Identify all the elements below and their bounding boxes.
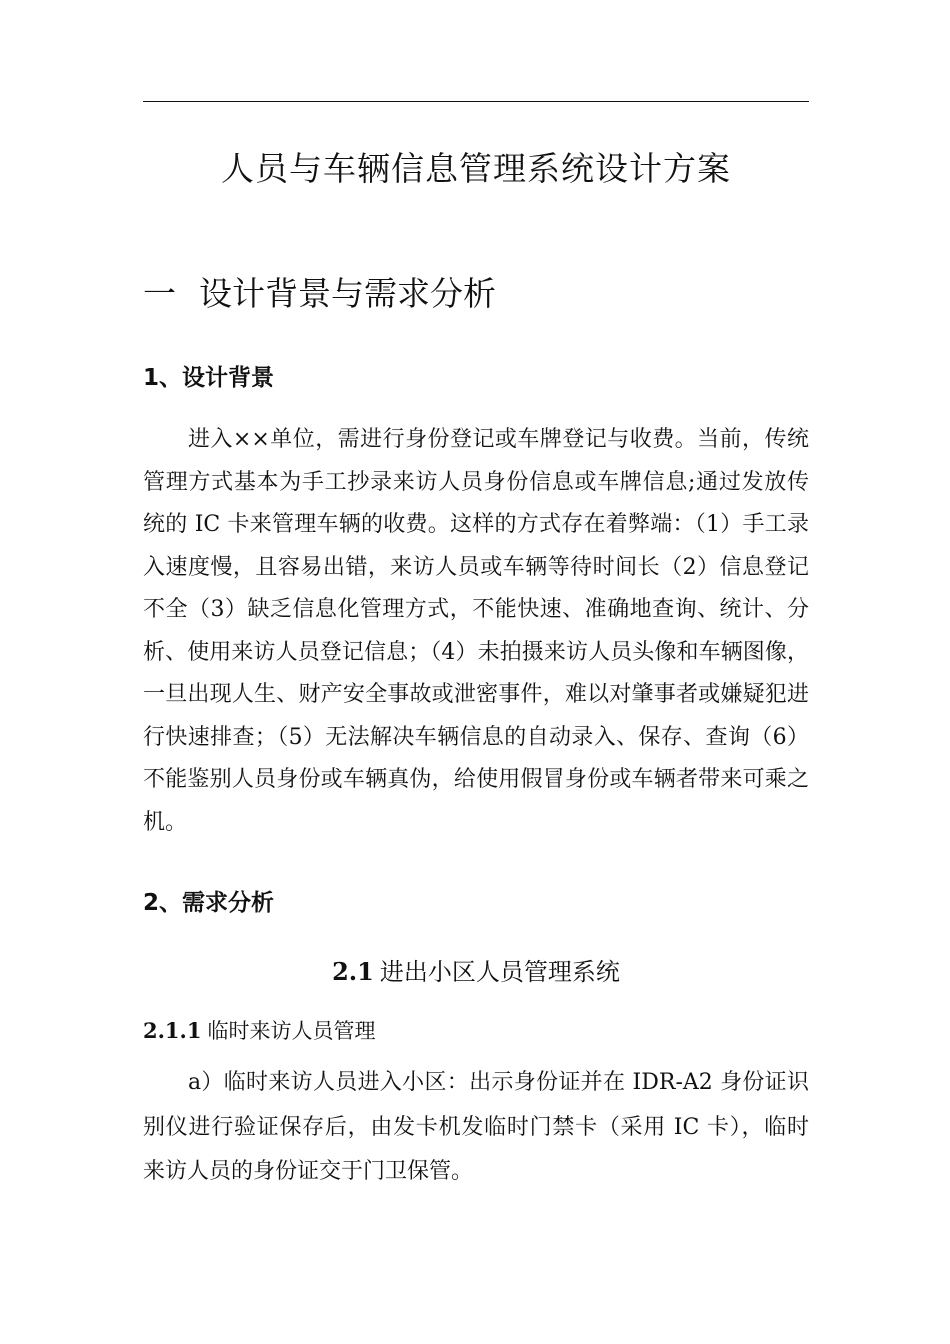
header-rule bbox=[143, 101, 809, 102]
heading-2-1 bbox=[143, 952, 809, 992]
document-title: 人员与车辆信息管理系统设计方案 bbox=[221, 149, 731, 188]
heading-2-1-number: 2.1 bbox=[332, 957, 374, 986]
heading-2-1-text: 进出小区人员管理系统 bbox=[379, 958, 620, 986]
section-heading-1 bbox=[143, 270, 496, 318]
section-title: 设计背景与需求分析 bbox=[199, 274, 496, 313]
subsection-heading-requirements: 2、需求分析 bbox=[143, 890, 275, 916]
heading-2-1-1-number: 2.1.1 bbox=[143, 1018, 202, 1043]
heading-2-1-1-text: 临时来访人员管理 bbox=[207, 1019, 376, 1043]
visitor-paragraph: a）临时来访人员进入小区：出示身份证并在 IDR-A2 身份证识别仪进行验证保存后，由发卡机发临时门禁卡（采用 IC 卡），临时来访人员的身份证交于门卫保管。 bbox=[143, 1070, 809, 1184]
background-paragraph: 进入××单位，需进行身份登记或车牌登记与收费。当前，传统管理方式基本为手工抄录来访人员身份信息或车牌信息;通过发放传统的 IC 卡来管理车辆的收费。这样的方式存在着弊端：（1）手工录入速度慢，且容易出错，来访人员或车辆等待时间长（2）信息登记不全（3）缺乏信息化管理方式，不能快速、准确地查询、统计、分析、使用来访人员登记信息；（4）未拍摄来访人员头像和车辆图像，一旦出现人生、财产安全事故或泄密事件，难以对肇事者或嫌疑犯进行快速排查；（5）无法解决车辆信息的自动录入、保存、查询（6）不能鉴别人员身份或车辆真伪，给使用假冒身份或车辆者带来可乘之机。 bbox=[143, 427, 809, 835]
section-number: 一 bbox=[143, 274, 176, 313]
subsection-heading-background: 1、设计背景 bbox=[143, 365, 275, 391]
heading-2-1-1 bbox=[143, 1014, 375, 1048]
